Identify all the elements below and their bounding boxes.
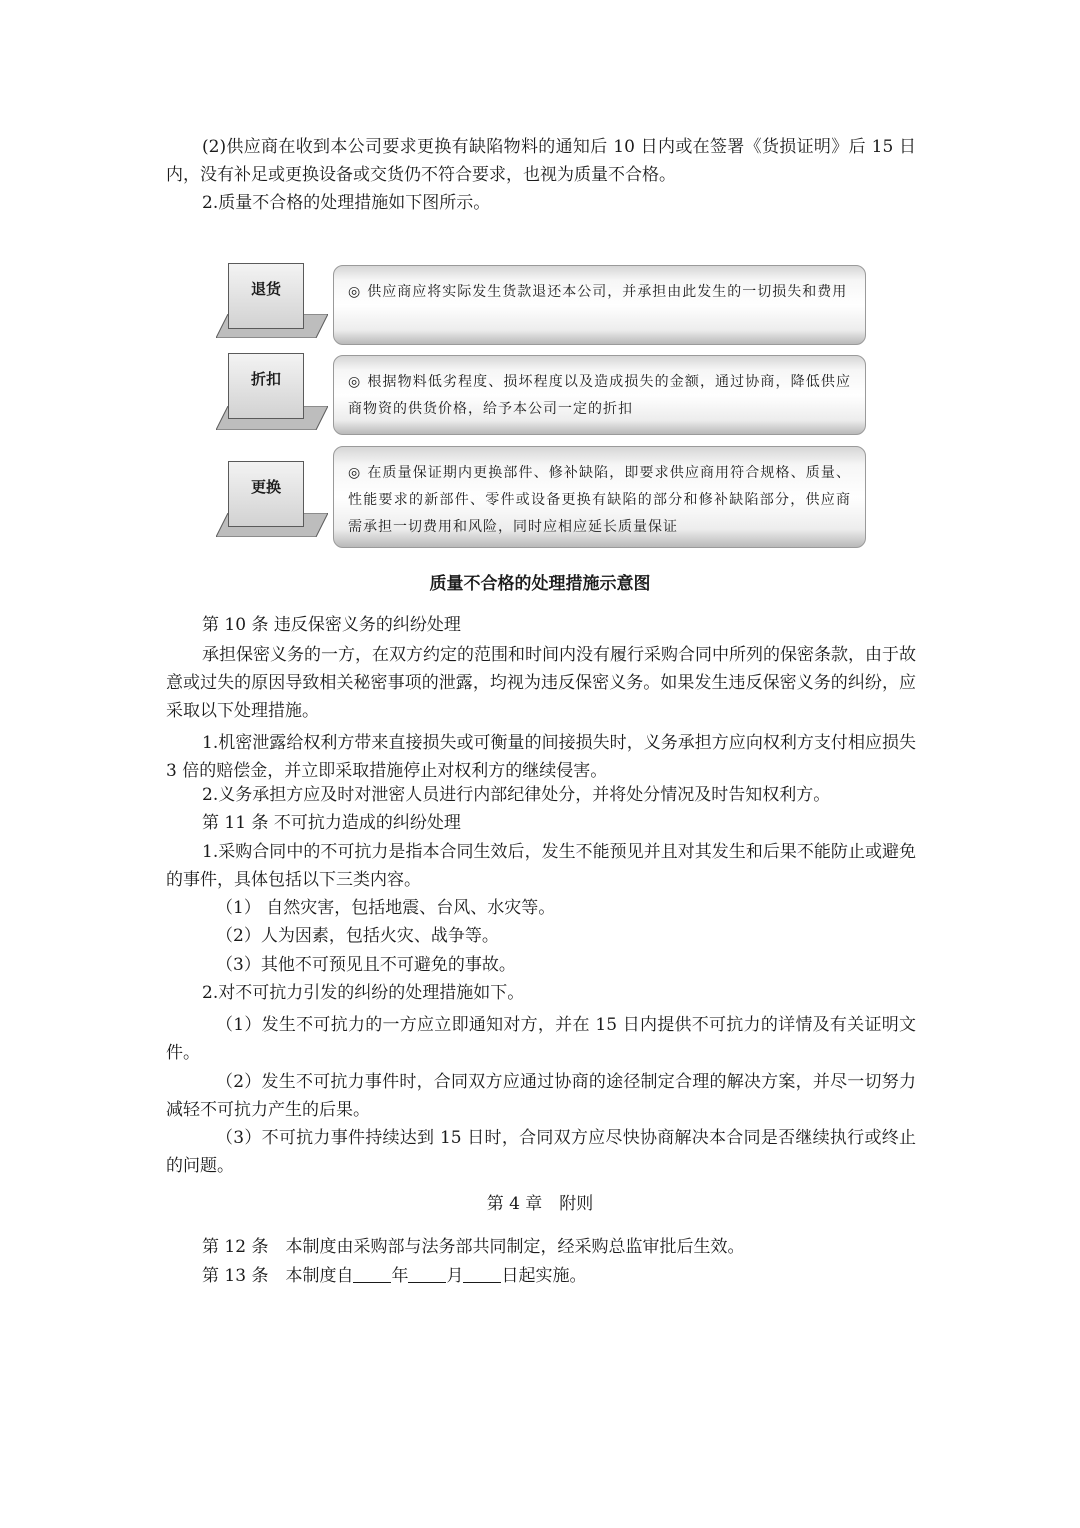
- bullet-icon: ◎: [348, 374, 362, 390]
- tag-discount: 折扣: [228, 353, 304, 419]
- article-11-measure-2: （2）发生不可抗力事件时，合同双方应通过协商的途径制定合理的解决方案，并尽一切努力减轻不可抗力产生的后果。: [166, 1072, 916, 1120]
- article-13-suffix: 日起实施。: [501, 1266, 587, 1286]
- article-13: [166, 1262, 916, 1290]
- article-11-title: 第 11 条 不可抗力造成的纠纷处理: [202, 813, 461, 833]
- article-10-measure-2: 2.义务承担方应及时对泄密人员进行内部纪律处分，并将处分情况及时告知权利方。: [202, 785, 831, 805]
- measure-text: 根据物料低劣程度、损坏程度以及造成损失的金额，通过协商，降低供应商物资的供货价格，给予本公司一定的折扣: [348, 374, 852, 417]
- measure-text: 在质量保证期内更换部件、修补缺陷，即要求供应商用符合规格、质量、性能要求的新部件、零件或设备更换有缺陷的部分和修补缺陷部分，供应商需承担一切费用和风险，同时应相应延长质量保证: [348, 465, 852, 535]
- measure-text: 供应商应将实际发生货款退还本公司，并承担由此发生的一切损失和费用: [367, 284, 848, 300]
- article-11-item-2: （2）人为因素，包括火灾、战争等。: [216, 926, 499, 946]
- article-11-item-1: （1） 自然灾害，包括地震、台风、水灾等。: [216, 898, 556, 918]
- article-11-measure-1: （1）发生不可抗力的一方应立即通知对方，并在 15 日内提供不可抗力的详情及有关证明文件。: [166, 1015, 916, 1063]
- bullet-icon: ◎: [348, 284, 362, 300]
- article-10-title: 第 10 条 违反保密义务的纠纷处理: [202, 615, 461, 635]
- article-10-measure-1: 1.机密泄露给权利方带来直接损失或可衡量的间接损失时，义务承担方应向权利方支付相应损失 3 倍的赔偿金，并立即采取措施停止对权利方的继续侵害。: [166, 733, 916, 781]
- bullet-icon: ◎: [348, 465, 362, 481]
- paragraph-supplier-defect: (2)供应商在收到本公司要求更换有缺陷物料的通知后 10 日内或在签署《货损证明》后 15 日内，没有补足或更换设备或交货仍不符合要求，也视为质量不合格。: [166, 137, 916, 185]
- paragraph-diagram-intro: 2.质量不合格的处理措施如下图所示。: [202, 193, 491, 213]
- article-10-body: 承担保密义务的一方，在双方约定的范围和时间内没有履行采购合同中所列的保密条款，由于故意或过失的原因导致相关秘密事项的泄露，均视为违反保密义务。如果发生违反保密义务的纠纷，应采取以下处理措施。: [166, 645, 916, 721]
- measure-box-discount: [333, 355, 866, 435]
- blank-year: [353, 1264, 391, 1283]
- diagram-caption: 质量不合格的处理措施示意图: [429, 574, 651, 594]
- article-13-month: 月: [446, 1266, 464, 1286]
- blank-day: [463, 1264, 501, 1283]
- tag-replace: 更换: [228, 461, 304, 527]
- article-11-definition: 1.采购合同中的不可抗力是指本合同生效后，发生不能预见并且对其发生和后果不能防止或避免的事件，具体包括以下三类内容。: [166, 842, 916, 890]
- article-13-year: 年: [391, 1266, 409, 1286]
- tag-return: 退货: [228, 263, 304, 329]
- article-13-prefix: 第 13 条 本制度自: [202, 1266, 354, 1286]
- article-11-measure-3: （3）不可抗力事件持续达到 15 日时，合同双方应尽快协商解决本合同是否继续执行或终止的问题。: [166, 1128, 916, 1176]
- article-11-item-3: （3）其他不可预见且不可避免的事故。: [216, 955, 516, 975]
- measure-box-return: [333, 265, 866, 345]
- measure-box-replace: [333, 446, 866, 548]
- article-11-measures-intro: 2.对不可抗力引发的纠纷的处理措施如下。: [202, 983, 525, 1003]
- chapter-4-heading: 第 4 章 附则: [486, 1194, 594, 1214]
- article-12: 第 12 条 本制度由采购部与法务部共同制定，经采购总监审批后生效。: [202, 1237, 745, 1257]
- blank-month: [408, 1264, 446, 1283]
